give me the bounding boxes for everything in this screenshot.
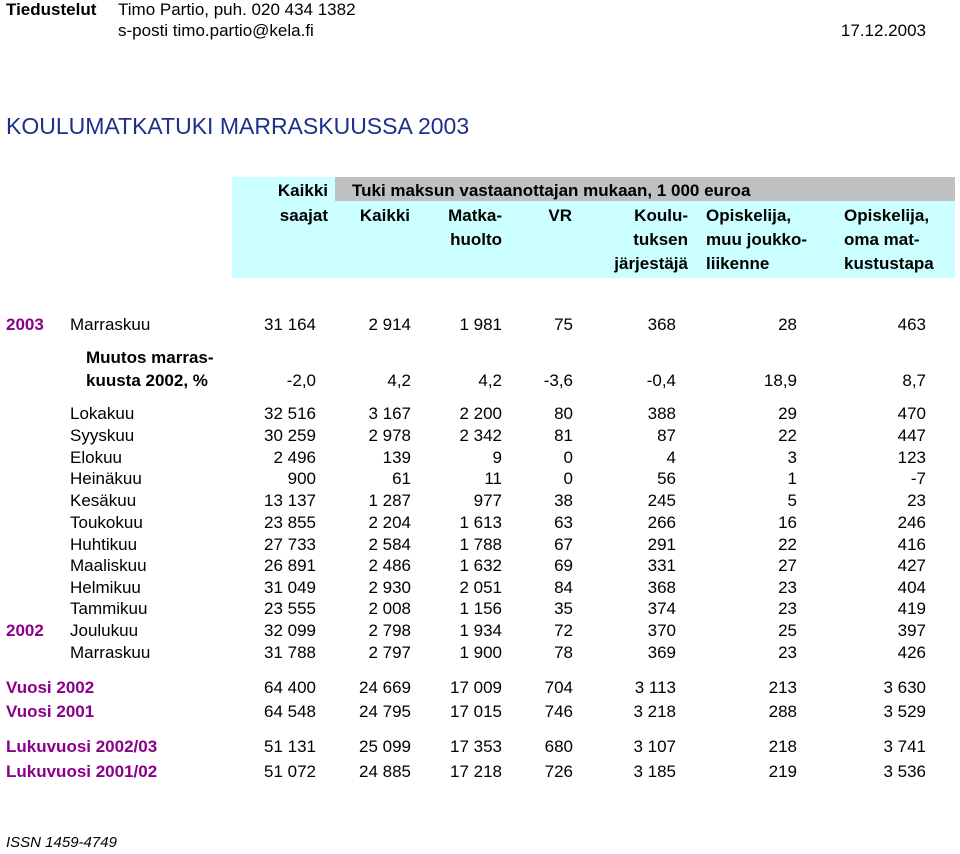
table-row-cell: 27 (778, 556, 797, 575)
table-row-cell: 3 (787, 448, 797, 467)
table-row-cell: 1 632 (459, 556, 502, 575)
total-row-cell: 24 885 (359, 762, 411, 781)
change-cell: 4,2 (478, 371, 502, 390)
table-row-cell: 61 (392, 469, 411, 488)
change-cell: 4,2 (387, 371, 411, 390)
total-row-cell: 64 548 (264, 702, 316, 721)
table-row-cell: 23 555 (264, 599, 316, 618)
total-row-cell: 51 072 (264, 762, 316, 781)
col-opiskelija-oma-1: Opiskelija, (844, 206, 930, 225)
col-matkahuolto-1: Matka- (448, 206, 502, 225)
current-cell: 463 (897, 315, 926, 334)
total-row-cell: 24 795 (359, 702, 411, 721)
table-row-cell: 2 930 (368, 578, 411, 597)
table-row-cell: 1 287 (368, 491, 411, 510)
col-opiskelija-oma-2: oma mat- (844, 230, 920, 249)
change-cell: -0,4 (646, 371, 676, 390)
table-row-cell: 0 (563, 448, 573, 467)
col-vr: VR (548, 206, 572, 225)
total-row-cell: 3 107 (633, 737, 676, 756)
table-row-cell: 22 (778, 535, 797, 554)
table-row-cell: 2 797 (368, 643, 411, 662)
table-row-cell: 245 (647, 491, 676, 510)
total-row-cell: 704 (544, 678, 573, 697)
table-row-cell: 1 788 (459, 535, 502, 554)
table-row-cell: 2 584 (368, 535, 411, 554)
issn: ISSN 1459-4749 (6, 834, 117, 851)
table-row-cell: 370 (647, 621, 676, 640)
total-row-label: Vuosi 2002 (6, 678, 95, 697)
report-date: 17.12.2003 (840, 21, 926, 40)
table-row-cell: 470 (897, 404, 926, 423)
table-row-month: Tammikuu (70, 599, 148, 618)
table-row-cell: 2 978 (368, 426, 411, 445)
current-cell: 2 914 (368, 315, 411, 334)
table-row-cell: 11 (484, 469, 502, 488)
current-cell: 31 164 (264, 315, 316, 334)
table-row-cell: -7 (910, 469, 926, 488)
table-row-cell: 2 496 (273, 448, 316, 467)
table-row-cell: 13 137 (264, 491, 316, 510)
table-row-cell: 84 (554, 578, 573, 597)
total-row-cell: 17 015 (450, 702, 502, 721)
header-label: Tiedustelut (6, 0, 97, 19)
table-row-cell: 419 (897, 599, 926, 618)
table-row-cell: 78 (554, 643, 573, 662)
page-title: KOULUMATKATUKI MARRASKUUSSA 2003 (6, 113, 470, 139)
change-cell: -2,0 (286, 371, 316, 390)
total-row-cell: 3 741 (883, 737, 926, 756)
table-row-cell: 9 (492, 448, 502, 467)
table-row-cell: 16 (778, 513, 797, 532)
total-row-cell: 3 185 (633, 762, 676, 781)
table-row-cell: 31 049 (264, 578, 316, 597)
change-label-2: kuusta 2002, % (86, 371, 208, 390)
table-row-month: Heinäkuu (70, 469, 142, 488)
total-row-cell: 213 (768, 678, 797, 697)
current-cell: 1 981 (459, 315, 502, 334)
total-row-cell: 746 (544, 702, 573, 721)
table-row-month: Marraskuu (70, 643, 151, 662)
table-row-cell: 56 (657, 469, 676, 488)
table-row-cell: 2 486 (368, 556, 411, 575)
table-row-cell: 1 900 (459, 643, 502, 662)
col-matkahuolto-2: huolto (450, 230, 502, 249)
change-cell: 18,9 (763, 371, 797, 390)
col-opiskelija-oma-3: kustustapa (844, 254, 934, 273)
table-row-cell: 23 (778, 599, 797, 618)
table-row-cell: 291 (647, 535, 676, 554)
table-row-month: Lokakuu (70, 404, 135, 423)
change-label-1: Muutos marras- (86, 348, 214, 367)
col-all-recipients-1: Kaikki (277, 181, 328, 200)
col-opiskelija-muu-2: muu joukko- (706, 230, 808, 249)
table-row-cell: 23 (778, 643, 797, 662)
table-row-cell: 35 (554, 599, 573, 618)
table-row-cell: 388 (647, 404, 676, 423)
table-row-cell: 23 (778, 578, 797, 597)
table-row-cell: 447 (897, 426, 926, 445)
table-row-cell: 1 934 (459, 621, 502, 640)
current-cell: 28 (778, 315, 797, 334)
table-row-cell: 374 (647, 599, 676, 618)
col-koulutuksen-3: järjestäjä (614, 254, 688, 273)
table-row-month: Huhtikuu (70, 535, 138, 554)
total-row-cell: 17 218 (450, 762, 502, 781)
table-row-cell: 69 (554, 556, 573, 575)
total-row-cell: 51 131 (264, 737, 316, 756)
total-row-cell: 3 630 (883, 678, 926, 697)
table-row-cell: 2 200 (459, 404, 502, 423)
current-month: Marraskuu (70, 315, 151, 334)
total-row-cell: 64 400 (264, 678, 316, 697)
current-cell: 75 (554, 315, 573, 334)
table-row-cell: 1 (787, 469, 797, 488)
table-row-cell: 5 (787, 491, 797, 510)
group-label: Tuki maksun vastaanottajan mukaan, 1 000 euroa (352, 181, 751, 200)
table-row-cell: 3 167 (368, 404, 411, 423)
col-all-recipients-2: saajat (279, 206, 328, 225)
table-row-cell: 2 342 (459, 426, 502, 445)
table-row-cell: 87 (657, 426, 676, 445)
total-row-cell: 218 (768, 737, 797, 756)
table-row-cell: 72 (554, 621, 573, 640)
table-row-month: Maaliskuu (70, 556, 147, 575)
col-koulutuksen-2: tuksen (633, 230, 688, 249)
table-row-cell: 4 (666, 448, 676, 467)
total-row-cell: 3 218 (633, 702, 676, 721)
table-row-cell: 404 (897, 578, 926, 597)
table-row-cell: 1 156 (459, 599, 502, 618)
table-row-cell: 23 (907, 491, 926, 510)
table-row-month: Joulukuu (70, 621, 139, 640)
change-cell: 8,7 (902, 371, 926, 390)
total-row-cell: 25 099 (359, 737, 411, 756)
table-row-cell: 2 008 (368, 599, 411, 618)
col-koulutuksen-1: Koulu- (634, 206, 688, 225)
current-cell: 368 (647, 315, 676, 334)
table-row-cell: 26 891 (264, 556, 316, 575)
table-row-month: Helmikuu (70, 578, 141, 597)
table-row-month: Kesäkuu (70, 491, 137, 510)
table-row-cell: 426 (897, 643, 926, 662)
table-row-cell: 331 (647, 556, 676, 575)
table-row-cell: 266 (647, 513, 676, 532)
col-opiskelija-muu-1: Opiskelija, (706, 206, 792, 225)
total-row-label: Lukuvuosi 2002/03 (6, 737, 158, 756)
table-row-cell: 369 (647, 643, 676, 662)
total-row-cell: 288 (768, 702, 797, 721)
table-row-cell: 900 (287, 469, 316, 488)
total-row-cell: 3 536 (883, 762, 926, 781)
table-row-cell: 0 (563, 469, 573, 488)
table-row-cell: 31 788 (264, 643, 316, 662)
total-row-cell: 680 (544, 737, 573, 756)
table-row-cell: 977 (473, 491, 502, 510)
total-row-cell: 17 353 (450, 737, 502, 756)
total-row-label: Vuosi 2001 (6, 702, 95, 721)
table-row-cell: 2 051 (459, 578, 502, 597)
table-row-month: Toukokuu (70, 513, 143, 532)
total-row-cell: 17 009 (450, 678, 502, 697)
table-row-cell: 397 (897, 621, 926, 640)
current-year: 2003 (6, 315, 44, 334)
contact-line-1: Timo Partio, puh. 020 434 1382 (118, 0, 356, 19)
table-row-cell: 30 259 (264, 426, 316, 445)
table-row-cell: 2 798 (368, 621, 411, 640)
total-row-cell: 3 529 (883, 702, 926, 721)
table-row-cell: 23 855 (264, 513, 316, 532)
change-cell: -3,6 (543, 371, 573, 390)
contact-line-2[interactable]: s-posti timo.partio@kela.fi (118, 21, 314, 40)
total-row-cell: 726 (544, 762, 573, 781)
table-row-cell: 80 (554, 404, 573, 423)
table-row-cell: 81 (554, 426, 573, 445)
year-2002-label: 2002 (6, 621, 44, 640)
table-row-cell: 38 (554, 491, 573, 510)
table-row-month: Syyskuu (70, 426, 135, 445)
table-row-cell: 427 (897, 556, 926, 575)
table-row-cell: 63 (554, 513, 573, 532)
table-row-cell: 27 733 (264, 535, 316, 554)
table-row-cell: 29 (778, 404, 797, 423)
total-row-cell: 24 669 (359, 678, 411, 697)
total-row-cell: 219 (768, 762, 797, 781)
table-row-cell: 22 (778, 426, 797, 445)
table-row-cell: 1 613 (459, 513, 502, 532)
total-row-label: Lukuvuosi 2001/02 (6, 762, 158, 781)
table-row-month: Elokuu (70, 448, 122, 467)
table-row-cell: 32 099 (264, 621, 316, 640)
col-kaikki: Kaikki (359, 206, 410, 225)
table-row-cell: 67 (554, 535, 573, 554)
table-row-cell: 139 (382, 448, 411, 467)
table-row-cell: 32 516 (264, 404, 316, 423)
table-row-cell: 416 (897, 535, 926, 554)
table-row-cell: 246 (897, 513, 926, 532)
table-row-cell: 25 (778, 621, 797, 640)
table-row-cell: 368 (647, 578, 676, 597)
total-row-cell: 3 113 (634, 678, 676, 697)
col-opiskelija-muu-3: liikenne (706, 254, 770, 273)
table-row-cell: 123 (897, 448, 926, 467)
table-row-cell: 2 204 (368, 513, 411, 532)
